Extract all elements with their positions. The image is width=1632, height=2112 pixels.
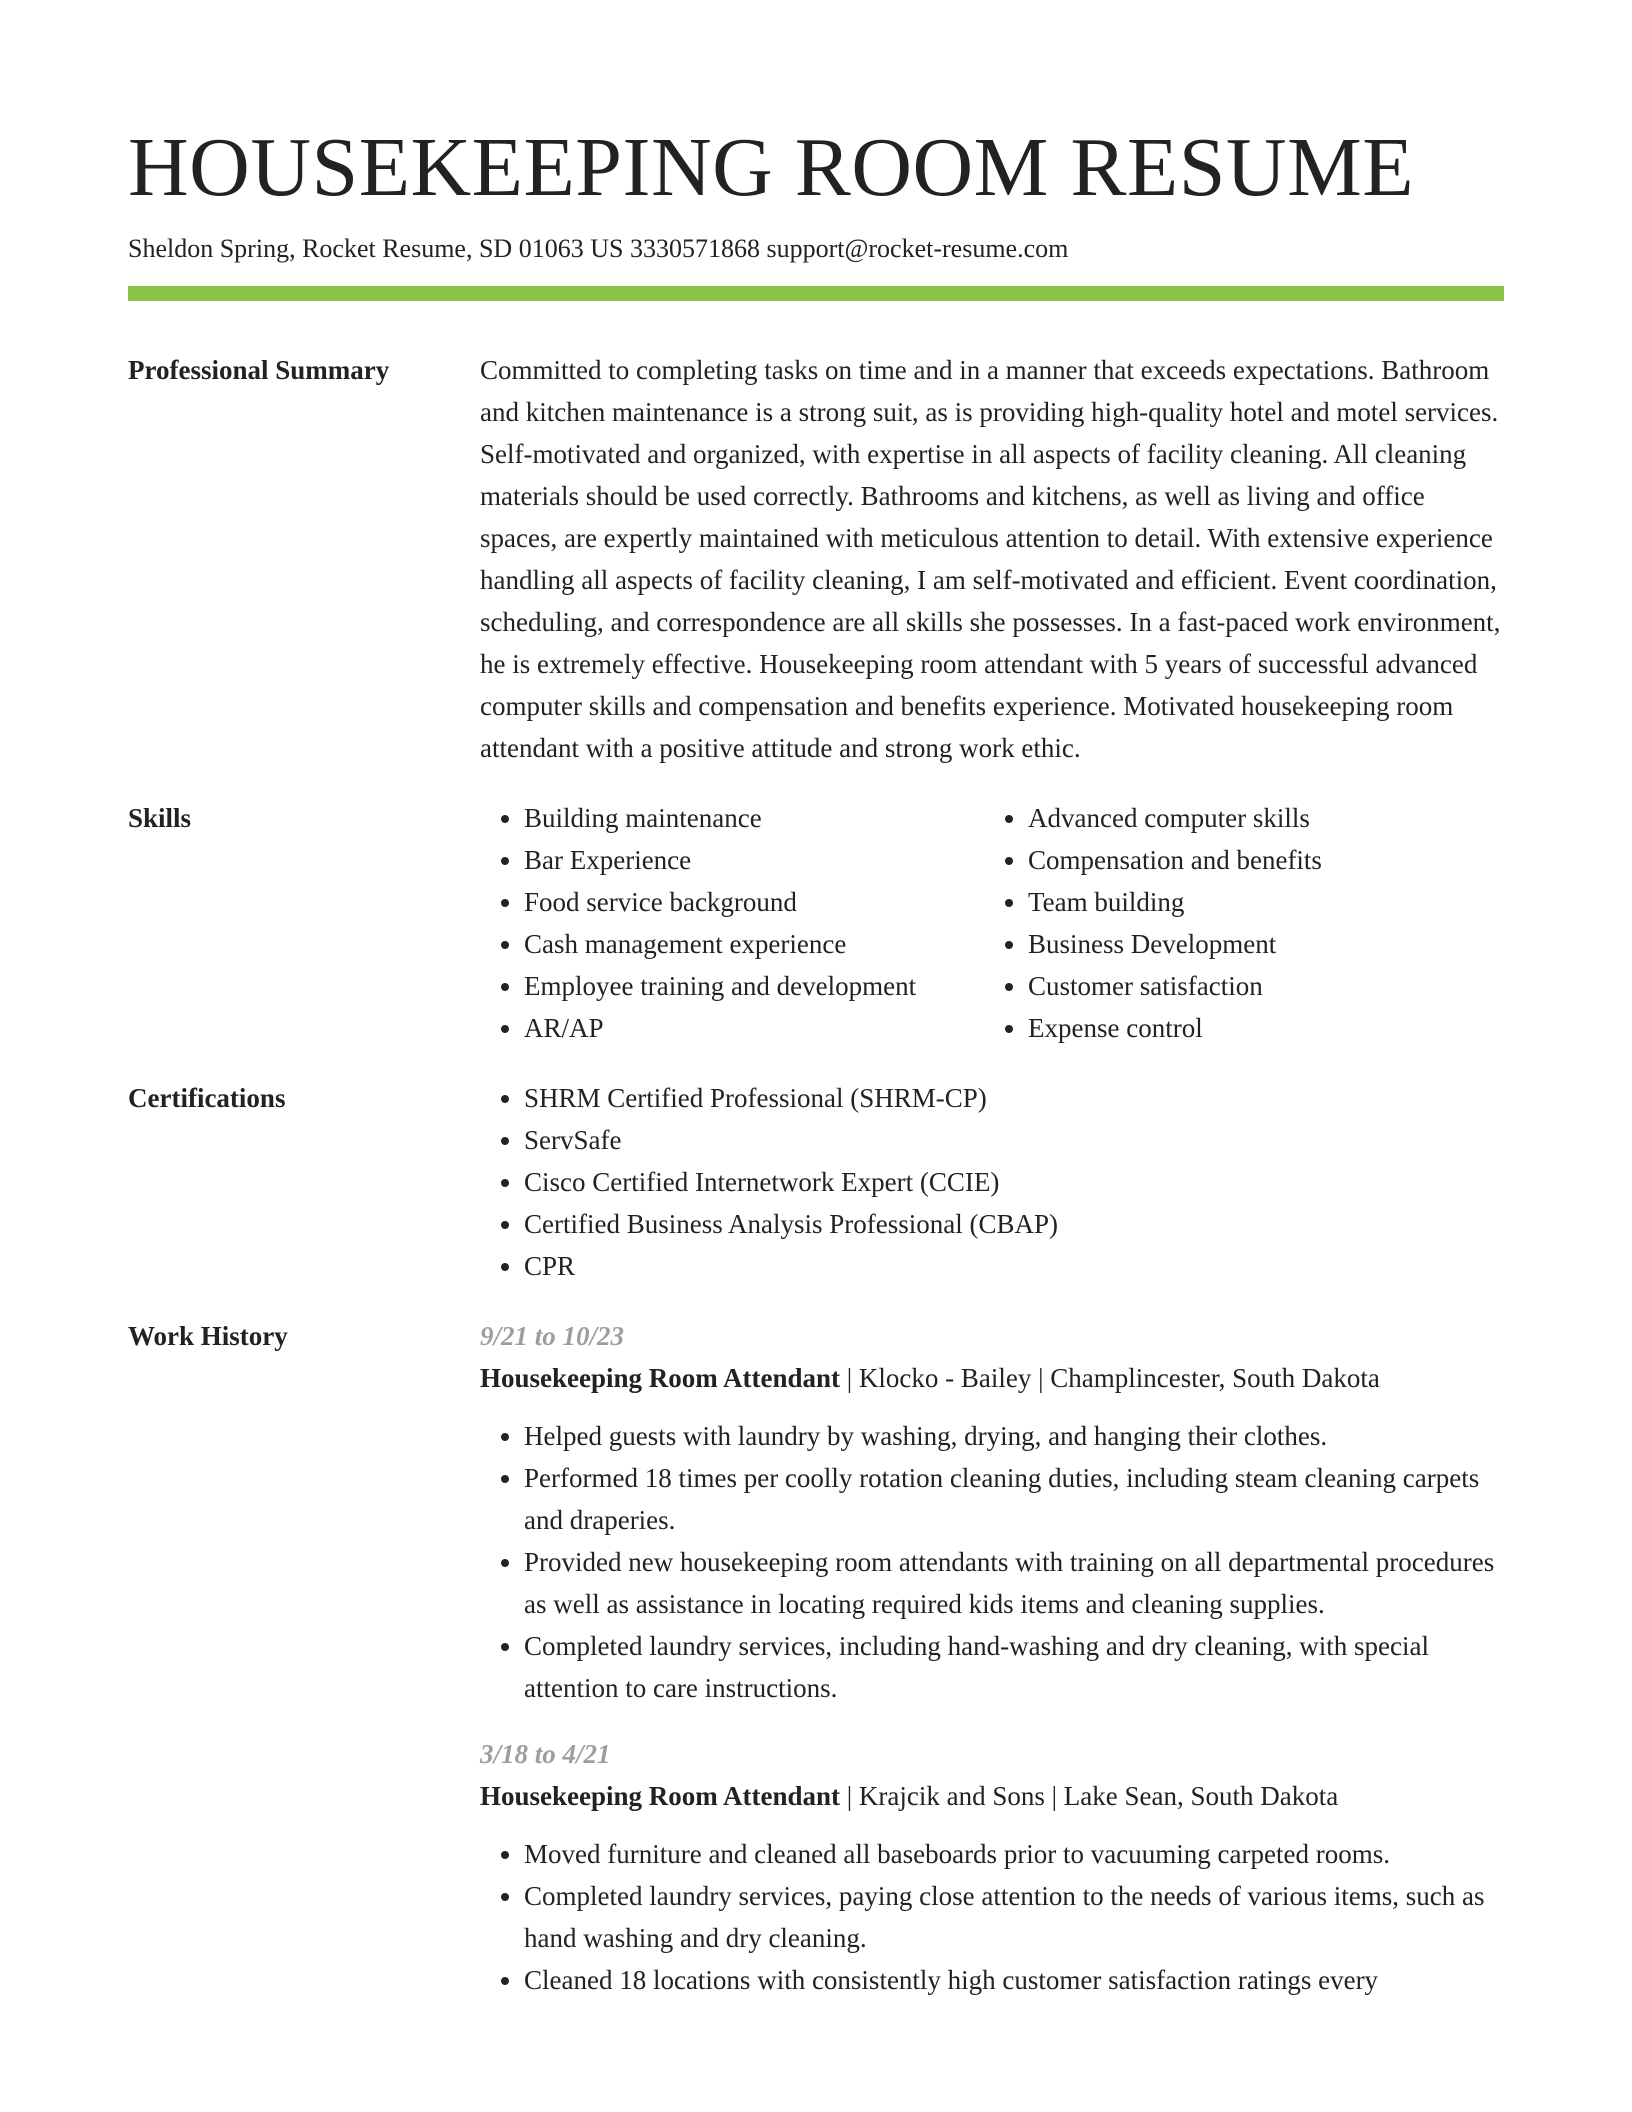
job-heading: [480, 1357, 1504, 1399]
job-bullet: • Provided new housekeeping room attendants with training on all departmental procedures as well as assistance in locating required kids items and cleaning supplies.: [524, 1541, 1504, 1625]
skills-section: [128, 797, 1504, 1049]
resume-sections: [128, 349, 1504, 2053]
skill-item: • Compensation and benefits: [1028, 839, 1488, 881]
section-label-summary: Professional Summary: [128, 355, 390, 385]
job-employer-location: | Krajcik and Sons | Lake Sean, South Dakota: [840, 1781, 1339, 1811]
professional-summary-section: [128, 349, 1504, 769]
section-label-certifications: Certifications: [128, 1083, 286, 1113]
job-bullet: • Completed laundry services, including hand-washing and dry cleaning, with special attention to care instructions.: [524, 1625, 1504, 1709]
work-history-section: [128, 1315, 1504, 2025]
contact-line: Sheldon Spring, Rocket Resume, SD 01063 US 3330571868 support@rocket-resume.com: [128, 234, 1069, 263]
skill-item: • Employee training and development: [524, 965, 984, 1007]
skills-list-right: [984, 797, 1488, 1049]
skill-item: • Business Development: [1028, 923, 1488, 965]
job-heading: [480, 1775, 1504, 1817]
skills-list-left: [480, 797, 984, 1049]
job-title: Housekeeping Room Attendant: [480, 1363, 841, 1393]
summary-text: Committed to completing tasks on time and in a manner that exceeds expectations. Bathroom and kitchen maintenance is a strong suit, as is providing high-quality hotel and motel services. Self-motivated and organized, with expertise in all aspects of facility cleaning. All cleaning materials should be used correctly. Bathrooms and kitchens, as well as living and office spaces, are expertly maintained with meticulous attention to detail. With extensive experience handling all aspects of facility cleaning, I am self-motivated and efficient. Event coordination, scheduling, and correspondence are all skills she possesses. In a fast-paced work environment, he is extremely effective. Housekeeping room attendant with 5 years of successful advanced computer skills and compensation and benefits experience. Motivated housekeeping room attendant with a positive attitude and strong work ethic.: [480, 355, 1501, 763]
section-label-work-history: Work History: [128, 1321, 288, 1351]
skill-item: • Building maintenance: [524, 797, 984, 839]
job-title: Housekeeping Room Attendant: [480, 1781, 841, 1811]
job-dates: 9/21 to 10/23: [480, 1321, 625, 1351]
skill-item: • AR/AP: [524, 1007, 984, 1049]
resume-title: HOUSEKEEPING ROOM RESUME: [128, 121, 1415, 214]
job-employer-location: | Klocko - Bailey | Champlincester, South Dakota: [840, 1363, 1380, 1393]
skill-item: • Food service background: [524, 881, 984, 923]
job-bullet: • Performed 18 times per coolly rotation cleaning duties, including steam cleaning carpets and draperies.: [524, 1457, 1504, 1541]
skill-item: • Cash management experience: [524, 923, 984, 965]
certification-item: • SHRM Certified Professional (SHRM-CP): [524, 1077, 1504, 1119]
job-bullet: • Cleaned 18 locations with consistently high customer satisfaction ratings every: [524, 1959, 1504, 2001]
skill-item: • Bar Experience: [524, 839, 984, 881]
job-bullet: • Moved furniture and cleaned all baseboards prior to vacuuming carpeted rooms.: [524, 1833, 1504, 1875]
section-label-skills: Skills: [128, 803, 192, 833]
job-dates: 3/18 to 4/21: [480, 1739, 611, 1769]
certifications-list: [480, 1077, 1504, 1287]
certification-item: • CPR: [524, 1245, 1504, 1287]
skill-item: • Team building: [1028, 881, 1488, 923]
job-entry: [480, 1733, 1504, 2001]
job-entry: [480, 1315, 1504, 1709]
skill-item: • Customer satisfaction: [1028, 965, 1488, 1007]
skills-grid: [480, 797, 1504, 1049]
accent-divider: [128, 286, 1504, 301]
job-bullet: • Helped guests with laundry by washing, drying, and hanging their clothes.: [524, 1415, 1504, 1457]
skill-item: • Advanced computer skills: [1028, 797, 1488, 839]
certification-item: • ServSafe: [524, 1119, 1504, 1161]
job-bullets: [480, 1833, 1504, 2001]
certification-item: • Cisco Certified Internetwork Expert (CCIE): [524, 1161, 1504, 1203]
job-bullet: • Completed laundry services, paying close attention to the needs of various items, such as hand washing and dry cleaning.: [524, 1875, 1504, 1959]
certification-item: • Certified Business Analysis Professional (CBAP): [524, 1203, 1504, 1245]
job-bullets: [480, 1415, 1504, 1709]
skill-item: • Expense control: [1028, 1007, 1488, 1049]
certifications-section: [128, 1077, 1504, 1287]
